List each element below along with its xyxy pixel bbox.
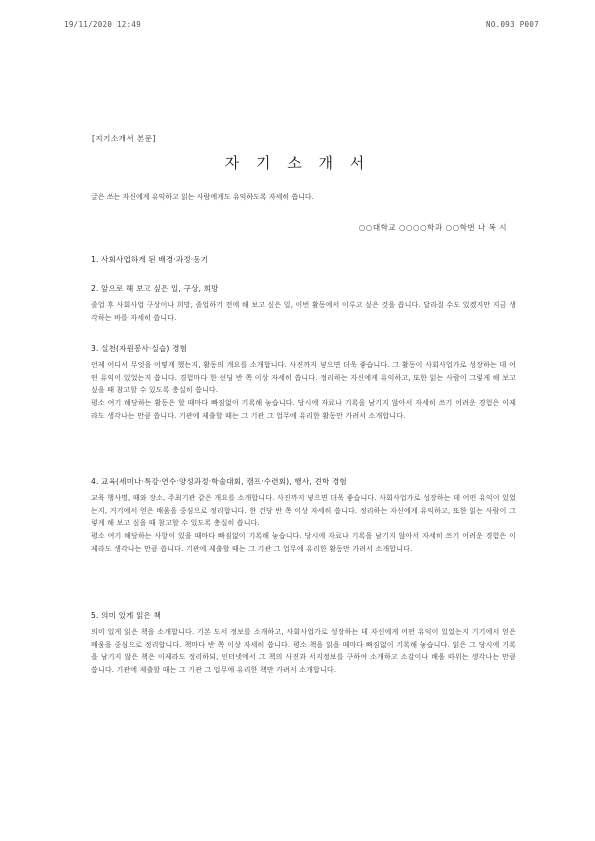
author-line: ○○대학교 ○○○○학과 ○○학번 나 복 시 bbox=[358, 223, 507, 232]
document-tag: [지기소개서 본문] bbox=[92, 134, 156, 143]
section-title: 3. 실천(자원봉사·실습) 경험 bbox=[91, 344, 188, 353]
fax-page-reference: NO.093 P007 bbox=[486, 20, 539, 29]
section-paragraph: 평소 여기 해당하는 사항이 있을 때마다 빠짐없이 기록해 놓습니다. 당시에 자료나 기록을 남기지 않아서 자세히 쓰기 어려운 경험은 이제라도 생각나는 만큼 씁니다. 기관에 제출할 때는 그 기관 그 업무에 유리한 활동만 가려서 소개합니다. bbox=[91, 532, 516, 553]
page-title: 자 기 소 개 서 bbox=[224, 154, 371, 172]
section-title: 2. 앞으로 해 보고 싶은 일, 구상, 희망 bbox=[91, 284, 219, 293]
section-body bbox=[91, 359, 516, 423]
section-paragraph: 평소 여기 해당하는 활동은 할 때마다 빠짐없이 기록해 놓습니다. 당시에 자료나 기록을 남기지 않아서 자세히 쓰기 어려운 경험은 이제라도 생각나는 만큼 씁니다. 기관에 제출할 때는 그 기관 그 업무에 유리한 활동만 가려서 소개합니다. bbox=[91, 399, 516, 420]
section-body bbox=[91, 299, 516, 324]
section-body bbox=[91, 492, 516, 556]
section-paragraph: 언제 어디서 무엇을 어떻게 했는지, 활동의 개요를 소개합니다. 사진까지 넣으면 더욱 좋습니다. 그 활동이 사회사업가로 성장하는 데 어떤 유익이 있었는지 씁니다. 경험마다 한 선딩 반 쪽 이상 자세히 씁니다. 정리하는 자신에게 유익하고, 또한 읽는 사람이 그렇게 해 보고 싶을 때 참고할 수 있도록 충실히 씁니다. bbox=[91, 361, 516, 395]
intro-text: 글은 쓰는 자신에게 유익하고 읽는 사람에게도 유익하도록 자세히 씁니다. bbox=[91, 193, 314, 201]
section-title: 1. 사회사업하게 된 배경·과정·동기 bbox=[91, 255, 209, 264]
section-education-experience bbox=[91, 476, 516, 556]
section-title: 4. 교육(세미나·특강·연수·양성과정·학술대회, 캠프·수련회), 행사, 견학 경험 bbox=[91, 477, 347, 486]
section-practice-experience bbox=[91, 343, 516, 423]
section-title: 5. 의미 있게 읽은 책 bbox=[91, 611, 162, 620]
fax-timestamp: 19/11/2020 12:49 bbox=[64, 20, 142, 29]
section-paragraph: 의미 있게 읽은 책을 소개합니다. 기본 도서 정보를 소개하고, 사회사업가로 성장하는 데 자신에게 어떤 유익이 있었는지 기기에서 얻은 배움을 중심으로 정리합니다. 책마다 반 쪽 이상 자세히 씁니다. 평소 책을 읽을 때마다 빠짐없이 기록해 놓습니다. 읽은 그 당시에 기록을 남기지 않은 책은 이제라도 정리하되, 인터넷에서 그 책의 사진과 서지정보를 구하여 소개하고 소감이나 배움 따위는 생각나는 만큼 씁니다. 기관에 제출할 때는 그 기관 그 업무에 유리한 책만 가려서 소개합니다. bbox=[91, 628, 516, 675]
section-paragraph: 졸업 후 사회사업 구상이나 희망, 졸업하기 전에 해 보고 싶은 일, 이번 활동에서 이루고 싶은 것을 씁니다. 달라질 수도 있겠지만 지금 생각하는 바를 자세히 씁니다. bbox=[91, 301, 516, 322]
section-paragraph: 교육 행사명, 때와 장소, 주최기관 같은 개요를 소개합니다. 사진까지 넣으면 더욱 좋습니다. 사회사업가로 성장하는 데 어떤 유익이 있었는지, 거기에서 얻은 배움을 중심으로 정리합니다. 한 건당 반 쪽 이상 자세히 씁니다. 정리하는 자신에게 유익하고, 또한 읽는 사람이 그렇게 해 보고 싶을 때 참고할 수 있도록 충실히 씁니다. bbox=[91, 494, 516, 528]
section-future-plans bbox=[91, 283, 516, 324]
section-background bbox=[91, 254, 516, 270]
section-body bbox=[91, 626, 516, 677]
section-meaningful-books bbox=[91, 610, 516, 677]
